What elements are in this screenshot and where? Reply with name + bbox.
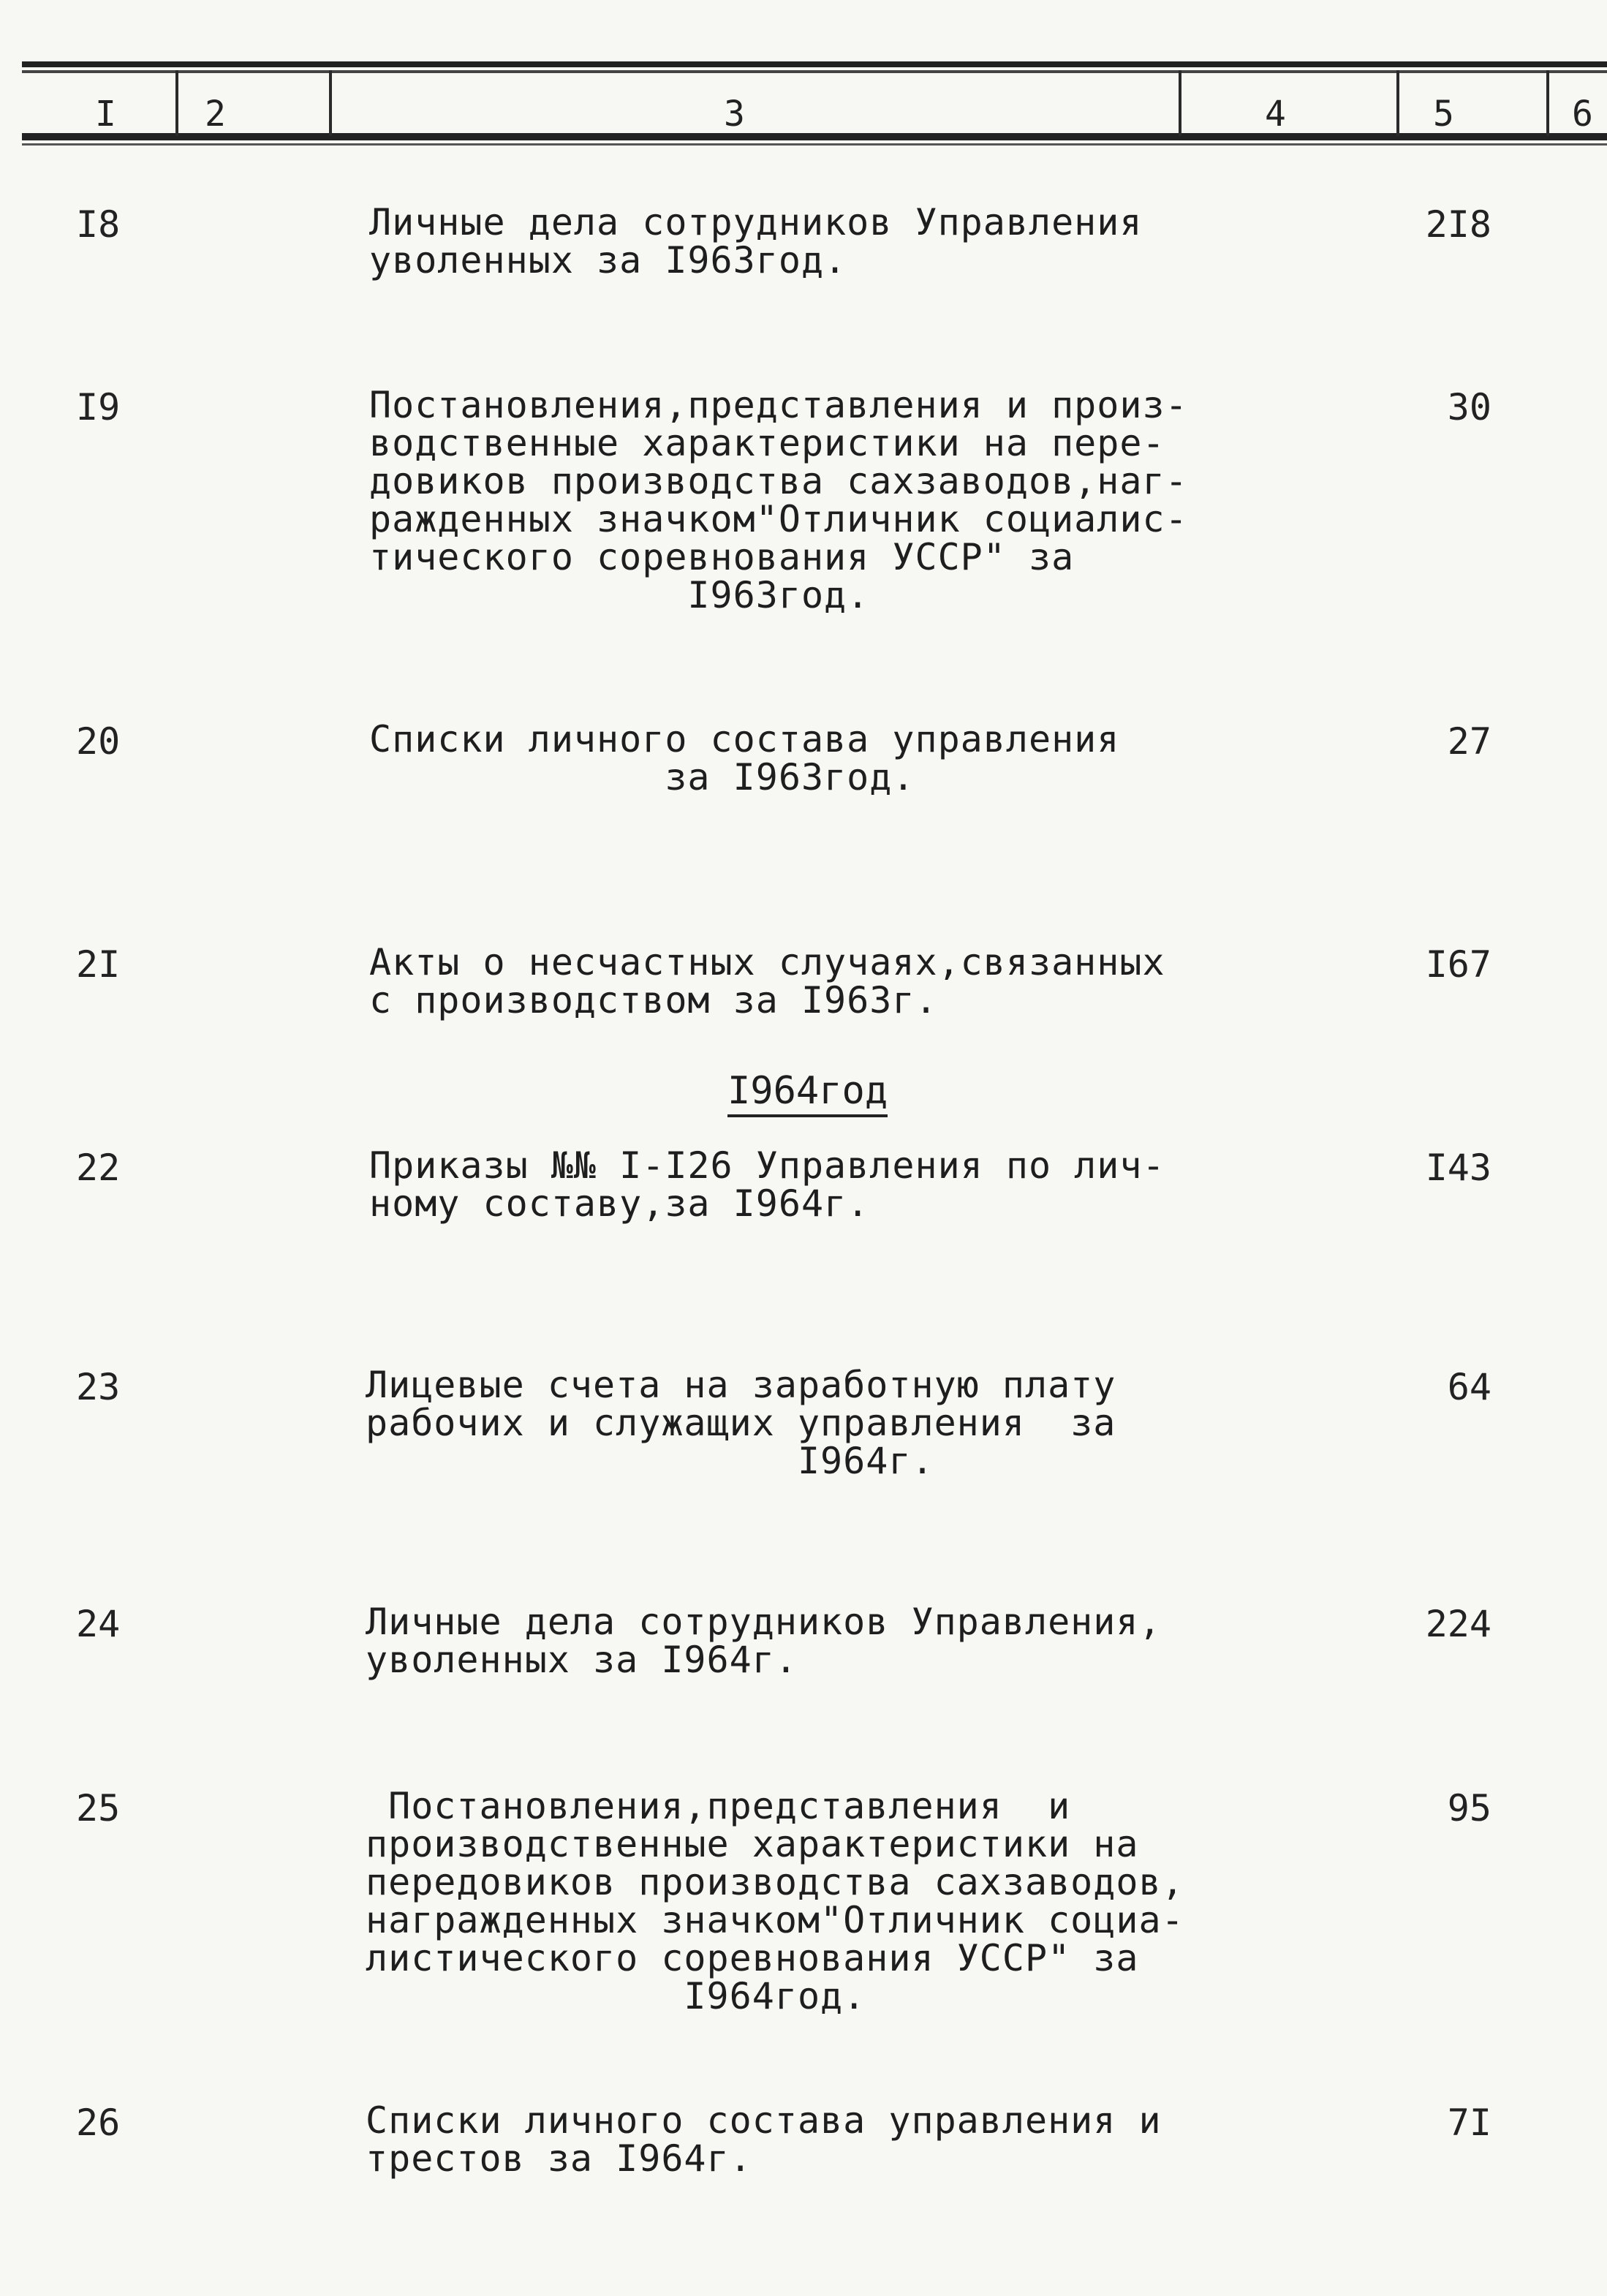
row-number: 2I bbox=[76, 943, 121, 986]
header-rule-top bbox=[22, 61, 1607, 67]
column-number-2: 2 bbox=[205, 94, 226, 135]
row-title: Приказы №№ I-I26 Управления по лич- ному составу,за I964г. bbox=[369, 1144, 1165, 1225]
header-separator bbox=[1396, 70, 1399, 136]
column-number-3: 3 bbox=[724, 94, 745, 135]
header-rule-bottom bbox=[22, 133, 1607, 140]
row-count: I43 bbox=[1425, 1147, 1491, 1189]
row-number: 22 bbox=[76, 1147, 121, 1189]
row-number: 26 bbox=[76, 2101, 121, 2144]
header-rule-bottom-thin bbox=[22, 143, 1607, 146]
row-count: 2I8 bbox=[1425, 203, 1491, 246]
column-number-4: 4 bbox=[1265, 94, 1286, 135]
column-number-1: I bbox=[95, 94, 116, 135]
row-title: Лицевые счета на заработную плату рабочих и служащих управления за I964г. bbox=[366, 1364, 1116, 1482]
row-count: 27 bbox=[1447, 720, 1491, 763]
row-number: 25 bbox=[76, 1787, 121, 1829]
header-separator bbox=[175, 70, 178, 136]
row-number: 20 bbox=[76, 720, 121, 763]
header-rule-top-thin bbox=[22, 70, 1607, 73]
row-number: 23 bbox=[76, 1366, 121, 1408]
row-number: I9 bbox=[76, 386, 121, 428]
row-title: Списки личного состава управления и трестов за I964г. bbox=[366, 2099, 1162, 2180]
row-title: Списки личного состава управления за I963год. bbox=[369, 718, 1120, 798]
header-separator bbox=[329, 70, 332, 136]
row-title: Постановления,представления и производственные характеристики на передовиков производства сахзаводов, награжденных значком"Отличник социа- листического соревнования УССР" за I964год. bbox=[366, 1785, 1184, 2017]
column-number-6: 6 bbox=[1572, 94, 1593, 135]
row-title: Личные дела сотрудников Управления, уволенных за I964г. bbox=[366, 1601, 1162, 1681]
row-count: 95 bbox=[1447, 1787, 1491, 1829]
row-number: I8 bbox=[76, 203, 121, 246]
row-title: Постановления,представления и произ- водственные характеристики на пере- довиков производства сахзаводов,наг- ражденных значком"Отличник социалис- тического соревнования УССР" за I963год. bbox=[369, 384, 1188, 616]
row-count: 7I bbox=[1447, 2101, 1491, 2144]
row-number: 24 bbox=[76, 1603, 121, 1645]
row-title: Личные дела сотрудников Управления уволенных за I963год. bbox=[369, 201, 1143, 282]
row-count: 30 bbox=[1447, 386, 1491, 428]
column-number-5: 5 bbox=[1433, 94, 1454, 135]
row-count: I67 bbox=[1425, 943, 1491, 986]
section-year-heading: I964год bbox=[727, 1069, 888, 1117]
row-count: 224 bbox=[1425, 1603, 1491, 1645]
header-separator bbox=[1546, 70, 1549, 136]
row-count: 64 bbox=[1447, 1366, 1491, 1408]
header-separator bbox=[1179, 70, 1181, 136]
row-title: Акты о несчастных случаях,связанных с производством за I963г. bbox=[369, 941, 1165, 1022]
